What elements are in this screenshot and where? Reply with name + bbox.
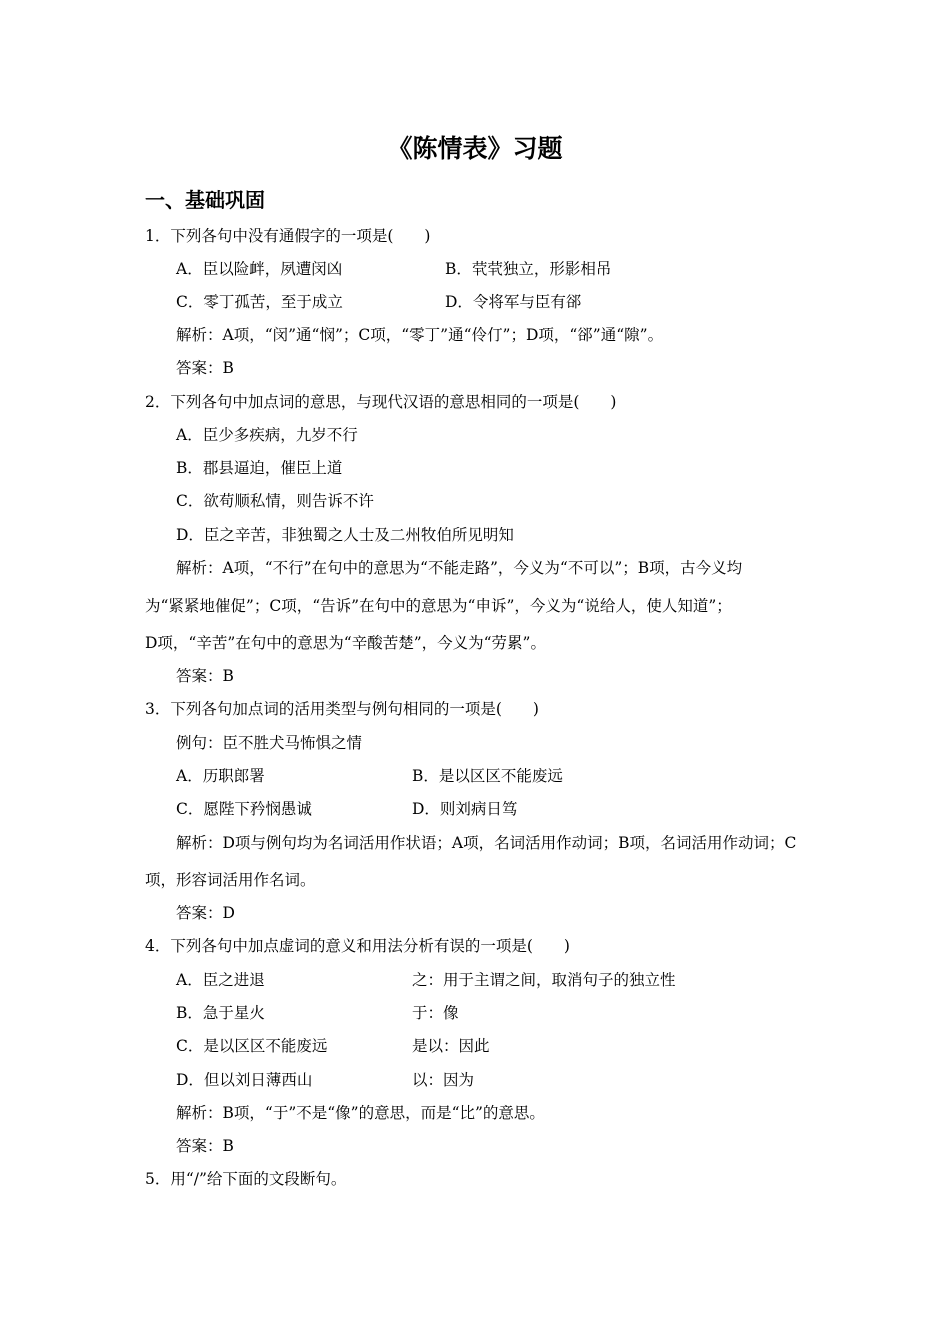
question-2-analysis-line-3: D项，“辛苦”在句中的意思为“辛酸苦楚”，今义为“劳累”。	[145, 634, 546, 652]
question-4-option-a-note: 之：用于主谓之间，取消句子的独立性	[412, 971, 676, 989]
question-4-option-c-note: 是以：因此	[412, 1037, 490, 1055]
question-1-option-b: B．茕茕独立，形影相吊	[445, 260, 612, 278]
question-2-option-c: C．欲苟顺私情，则告诉不许	[176, 492, 374, 510]
question-4-option-a: A．臣之进退	[176, 971, 265, 989]
question-4-option-b: B．急于星火	[176, 1004, 265, 1022]
question-2-option-a: A．臣少多疾病，九岁不行	[176, 426, 358, 444]
question-3-option-b: B．是以区区不能废远	[412, 767, 563, 785]
question-3-example: 例句：臣不胜犬马怖惧之情	[176, 734, 363, 752]
question-3-analysis-line-1: 解析：D项与例句均为名词活用作状语；A项，名词活用作动词；B项，名词活用作动词；C	[176, 834, 797, 852]
question-4-option-c: C．是以区区不能废远	[176, 1037, 328, 1055]
question-2-answer: 答案：B	[176, 667, 234, 685]
page-title: 《陈情表》习题	[387, 134, 563, 163]
question-2-option-d: D．臣之辛苦，非独蜀之人士及二州牧伯所见明知	[176, 526, 514, 544]
question-2-analysis-line-1: 解析：A项，“不行”在句中的意思为“不能走路”，今义为“不可以”；B项，古今义均	[176, 559, 743, 577]
question-1-answer: 答案：B	[176, 359, 234, 377]
question-2-stem: 2．下列各句中加点词的意思，与现代汉语的意思相同的一项是( )	[145, 393, 617, 411]
question-3-analysis-line-2: 项，形容词活用作名词。	[145, 871, 316, 889]
question-3-stem: 3．下列各句加点词的活用类型与例句相同的一项是( )	[145, 700, 539, 718]
question-4-option-d: D．但以刘日薄西山	[176, 1071, 313, 1089]
question-1-option-c: C．零丁孤苦，至于成立	[176, 293, 343, 311]
question-4-analysis: 解析：B项，“于”不是“像”的意思，而是“比”的意思。	[176, 1104, 545, 1122]
question-5-stem: 5．用“/”给下面的文段断句。	[145, 1170, 347, 1188]
question-3-option-d: D．则刘病日笃	[412, 800, 518, 818]
question-4-answer: 答案：B	[176, 1137, 234, 1155]
question-1-option-a: A．臣以险衅，夙遭闵凶	[176, 260, 343, 278]
question-3-option-a: A．历职郎署	[176, 767, 265, 785]
question-2-analysis-line-2: 为“紧紧地催促”；C项，“告诉”在句中的意思为“申诉”，今义为“说给人，使人知道”；	[145, 597, 732, 615]
question-1-option-d: D．令将军与臣有郤	[445, 293, 582, 311]
question-3-answer: 答案：D	[176, 904, 235, 922]
section-heading: 一、基础巩固	[145, 188, 265, 212]
question-1-stem: 1．下列各句中没有通假字的一项是( )	[145, 227, 431, 245]
question-4-option-b-note: 于：像	[412, 1004, 459, 1022]
question-4-option-d-note: 以：因为	[412, 1071, 475, 1089]
question-3-option-c: C．愿陛下矜悯愚诚	[176, 800, 312, 818]
question-2-option-b: B．郡县逼迫，催臣上道	[176, 459, 343, 477]
question-4-stem: 4．下列各句中加点虚词的意义和用法分析有误的一项是( )	[145, 937, 570, 955]
question-1-analysis: 解析：A项，“闵”通“悯”；C项，“零丁”通“伶仃”；D项，“郤”通“隙”。	[176, 326, 664, 344]
